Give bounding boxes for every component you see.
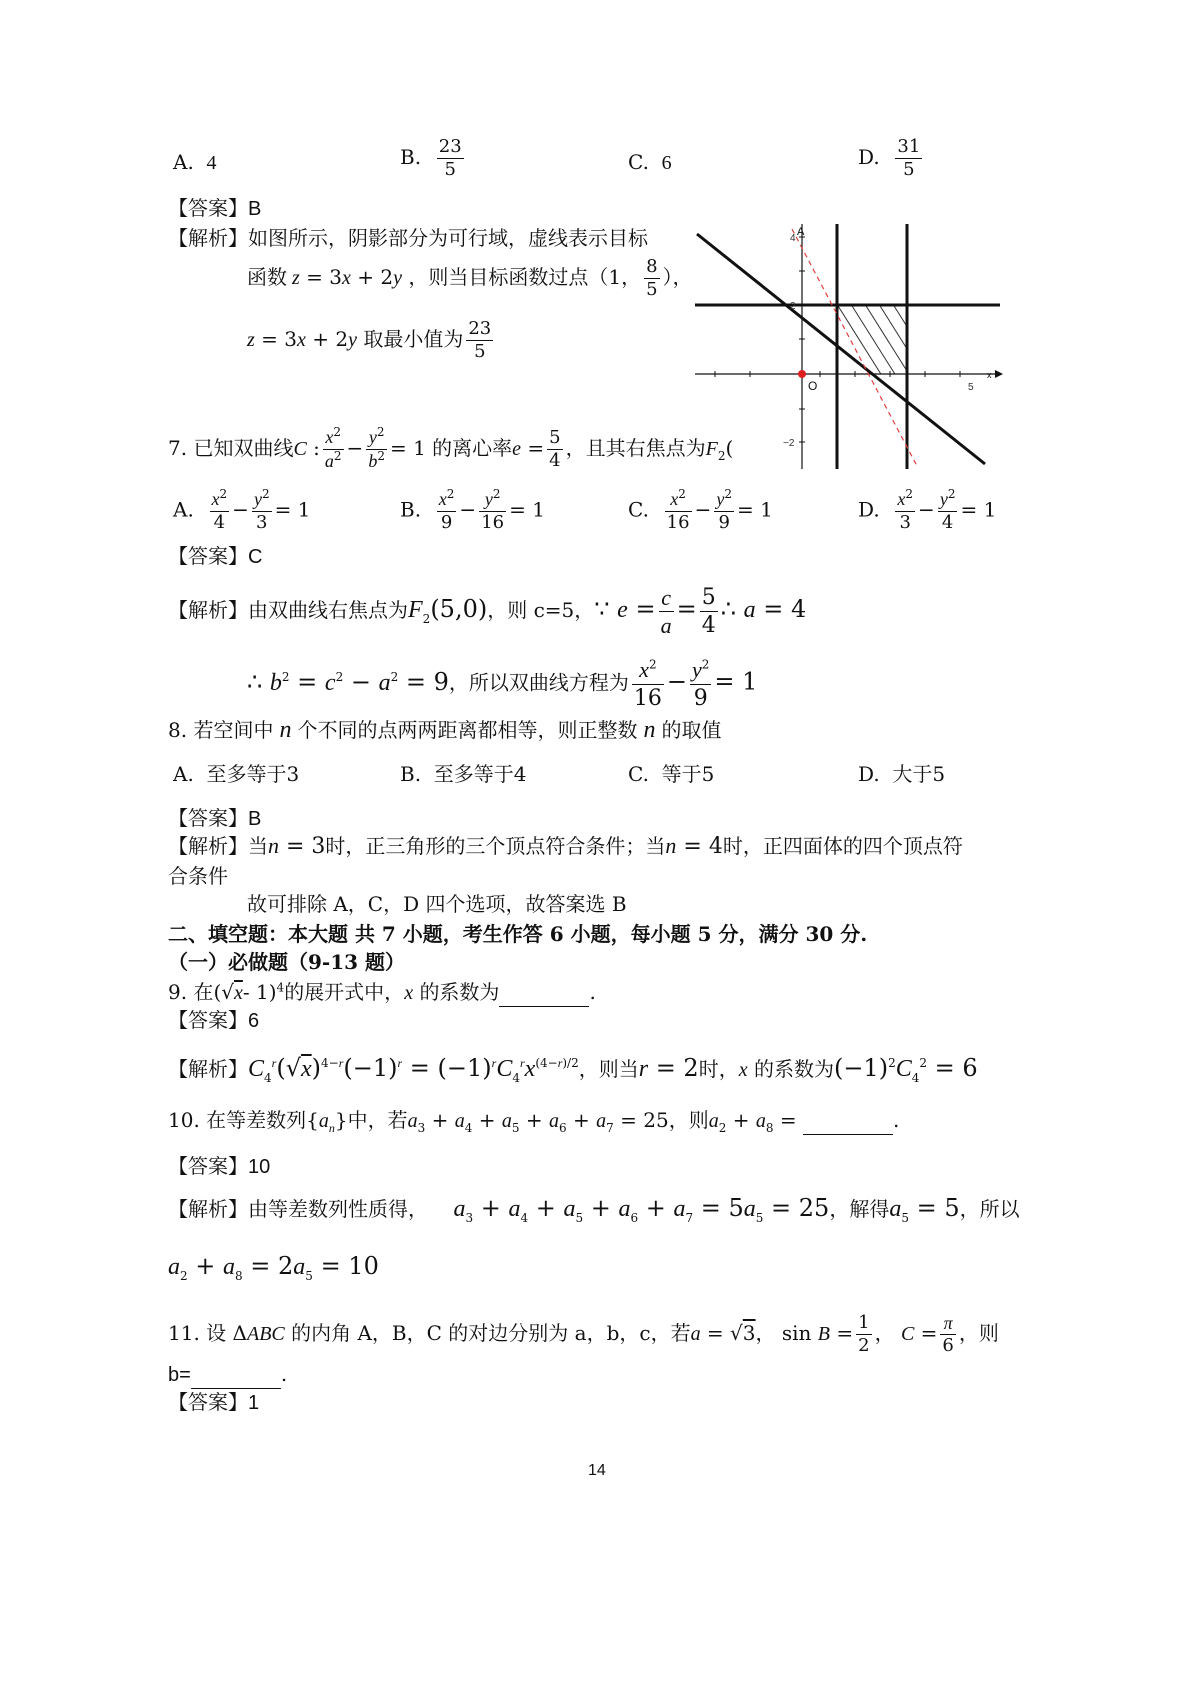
- y-axis-label: A: [797, 226, 805, 238]
- feasible-region-graph: [695, 224, 1005, 469]
- q8-option-d: D. 大于5: [858, 762, 946, 786]
- page-number: 14: [588, 1462, 606, 1479]
- q10-blank[interactable]: [803, 1114, 893, 1135]
- q8-option-b: B. 至多等于4: [400, 762, 527, 786]
- q11-blank[interactable]: [191, 1368, 281, 1389]
- q7-answer: 【答案】C: [168, 544, 263, 568]
- origin-dot: [798, 370, 806, 378]
- q11-answer: 【答案】1: [168, 1390, 260, 1414]
- x-axis-label: x: [987, 370, 992, 380]
- x-axis-arrow: [995, 370, 1003, 378]
- q8-option-a: A. 至多等于3: [173, 762, 300, 786]
- q10-analysis-line2: $a_2 + a_8 = 2a_5 = 10$: [168, 1252, 379, 1283]
- q6-option-a: A. 4: [173, 150, 217, 174]
- q9-stem: 9. 在(√x- 1)$^4$的展开式中，x 的系数为 .: [168, 978, 596, 1007]
- q6-analysis-line3: z = 3x + 2y 取最小值为 $\frac{23}{5}$: [247, 318, 492, 362]
- q8-analysis-line1: 【解析】当n = 3时，正三角形的三个顶点符合条件；当n = 4时，正四面体的四个顶点符: [168, 833, 963, 859]
- q8-stem: 8. 若空间中 n 个不同的点两两距离都相等，则正整数 n 的取值: [168, 717, 722, 743]
- q7-analysis-line1: 【解析】由双曲线右焦点为$F_2(5,0)$，则 c=5，∵ e = $\frac{c}{a}$ = $\frac{5}{4}$ ∴ a = 4: [168, 585, 807, 638]
- q6-analysis-line2: 函数 z = 3x + 2y ，则当目标函数过点（1， $\frac{8}{5}$ ），: [247, 256, 693, 300]
- q7-option-c: C. $\frac{x^2}{16}$ − $\frac{y^2}{9}$ = 1: [628, 487, 773, 533]
- q8-analysis-line2: 合条件: [168, 864, 228, 888]
- q6-option-d: D. $\frac{31}{5}$: [858, 136, 921, 180]
- constraint-diagonal: [697, 234, 985, 464]
- q9-blank[interactable]: [499, 986, 589, 1007]
- q11-stem: 11. 设 ΔABC 的内角 A，B，C 的对边分别为 a，b，c，若a = √3， sin B = $\frac{1}{2}$ ， C = $\frac{\pi}{6}$ ，则: [168, 1312, 999, 1356]
- q6-option-c: C. 6: [628, 150, 672, 174]
- q7-option-b: B. $\frac{x^2}{9}$ − $\frac{y^2}{16}$ = 1: [400, 487, 545, 533]
- q9-answer: 【答案】6: [168, 1008, 260, 1032]
- q7-option-a: A. $\frac{x^2}{4}$ − $\frac{y^2}{3}$ = 1: [173, 487, 311, 533]
- q10-answer: 【答案】10: [168, 1154, 271, 1178]
- q11-stem-line2: b= .: [168, 1360, 287, 1389]
- y-tick-neg2: −2: [783, 438, 795, 449]
- q6-option-b: B. $\frac{23}{5}$: [400, 136, 462, 180]
- objective-dashed-line: [792, 229, 917, 466]
- feasible-region-hatch: [823, 282, 971, 406]
- y-tick-2: 2: [790, 301, 796, 312]
- q7-analysis-line2: ∴ $b^2 = c^2 - a^2 = 9$，所以双曲线方程为 $\frac{x^2}{16}$ − $\frac{y^2}{9}$ = 1: [247, 657, 758, 711]
- y-tick-4: 4: [790, 233, 796, 244]
- x-tick-5: 5: [968, 382, 974, 393]
- origin-label: O: [808, 379, 818, 393]
- q7-option-d: D. $\frac{x^2}{3}$ − $\frac{y^2}{4}$ = 1: [858, 487, 997, 533]
- q6-analysis-line1: 【解析】如图所示，阴影部分为可行域，虚线表示目标: [168, 226, 648, 250]
- q8-answer: 【答案】B: [168, 806, 262, 830]
- section2-heading: 二、填空题：本大题 共 7 小题，考生作答 6 小题，每小题 5 分，满分 30 分.: [168, 922, 868, 946]
- q7-stem: 7. 已知双曲线C : $\frac{x^2}{a^2}$ − $\frac{y^2}{b^2}$ = 1 的离心率e = $\frac{5}{4}$ ，且其右焦点为$F_2$(: [168, 425, 734, 471]
- section2-subheading: （一）必做题（9-13 题）: [168, 950, 406, 974]
- q10-analysis-line1: 【解析】由等差数列性质得， $a_3 + a_4 + a_5 + a_6 + a_7 = 5a_5 = 25$，解得$a_5 = 5$，所以: [168, 1194, 1020, 1225]
- q6-answer: 【答案】B: [168, 196, 262, 220]
- q8-analysis-line3: 故可排除 A，C，D 四个选项，故答案选 B: [247, 892, 627, 916]
- q9-analysis: 【解析】$C_4^r(√x)^{4-r}(-1)^r = (-1)^rC_4^rx^{(4-r)/2}$，则当r = 2时，x 的系数为$(-1)^2C_4^2 = 6$: [168, 1054, 978, 1085]
- q10-stem: 10. 在等差数列$\{a_n\}$中，若$a_3 + a_4 + a_5 + a_6 + a_7 = 25$，则$a_2 + a_8$ = .: [168, 1108, 900, 1135]
- q8-option-c: C. 等于5: [628, 762, 715, 786]
